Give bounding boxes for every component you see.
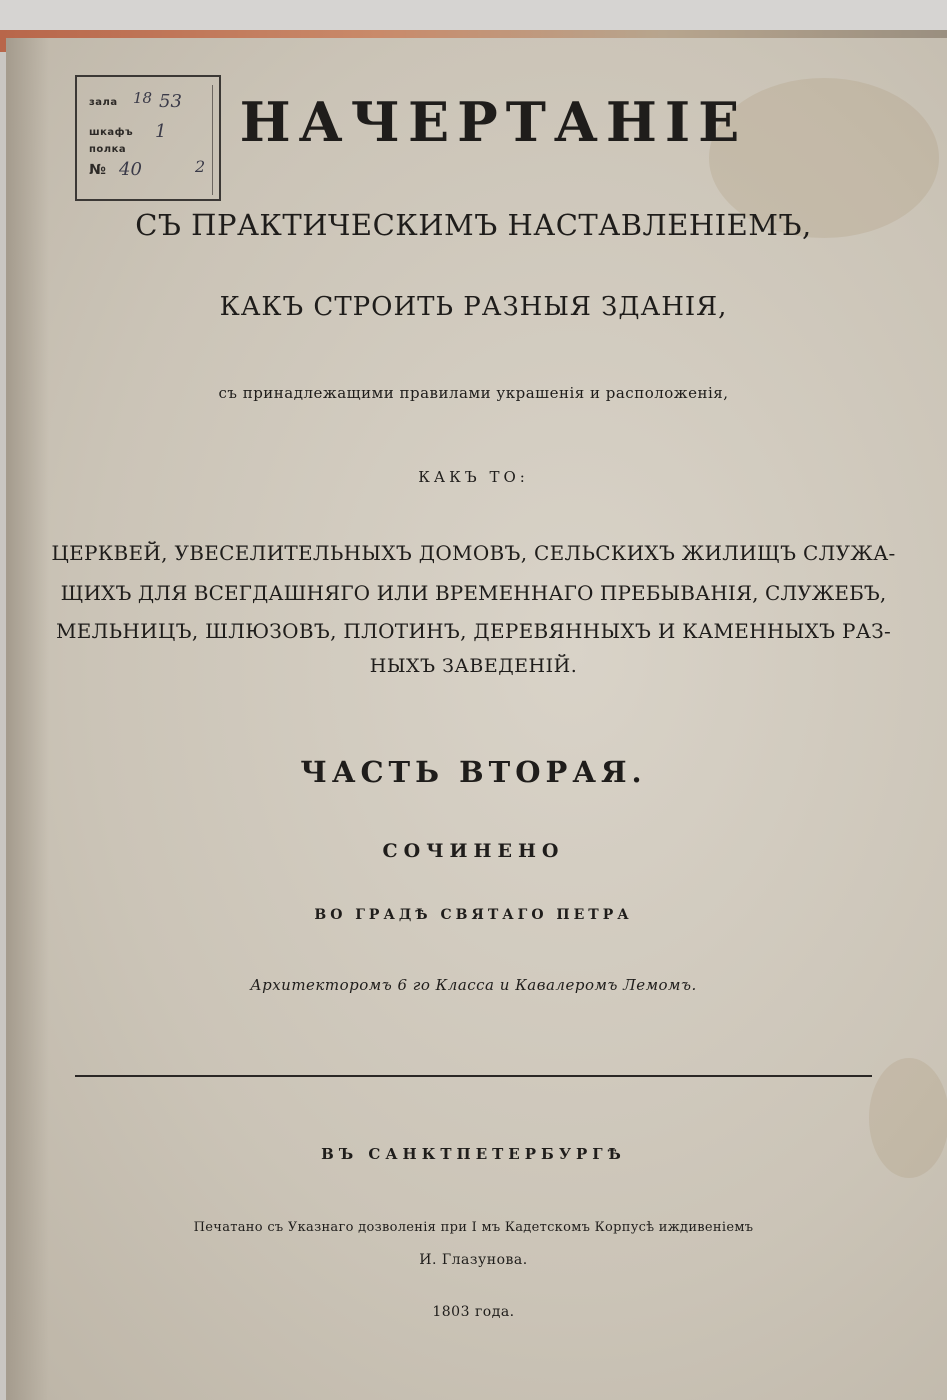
title-line-3: КАКЪ СТРОИТЬ РАЗНЫЯ ЗДАНІЯ, (219, 292, 728, 322)
composed-label: СОЧИНЕНО (382, 840, 565, 862)
stamp-number-label: № (89, 162, 107, 178)
part-heading: ЧАСТЬ ВТОРАЯ. (300, 755, 647, 789)
building-list-line-4: НЫХЪ ЗАВЕДЕНІЙ. (369, 655, 578, 677)
title-line-5: КАКЪ ТО: (418, 468, 529, 486)
stamp-hall-value: 18 (133, 89, 153, 107)
page-gutter (9, 38, 49, 1400)
stamp-handwritten-number: 40 (119, 159, 142, 180)
stamp-cabinet-label: шкафъ (89, 127, 134, 138)
building-list-line-2: ЩИХЪ ДЛЯ ВСЕГДАШНЯГО ИЛИ ВРЕМЕННАГО ПРЕБЫВАНІЯ, СЛУЖЕБЪ, (60, 581, 887, 605)
imprint-printed: Печатано съ Указнаго дозволенія при I мъ Кадетскомъ Корпусѣ иждивенiемъ (193, 1220, 754, 1235)
building-list-line-1: ЦЕРКВЕЙ, УВЕСЕЛИТЕЛЬНЫХЪ ДОМОВЪ, СЕЛЬСКИХЪ ЖИЛИЩЪ СЛУЖА- (51, 541, 896, 565)
imprint-place: ВЪ САНКТПЕТЕРБУРГѢ (321, 1145, 626, 1163)
author-line: Архитекторомъ 6 го Класса и Кавалеромъ Лемомъ. (250, 976, 697, 994)
top-bar (0, 0, 947, 30)
imprint-year: 1803 года. (432, 1304, 515, 1320)
stamp-shelf-label: полка (89, 144, 127, 155)
stamp-handwritten-cabinet: 1 (155, 121, 167, 142)
title-line-2: СЪ ПРАКТИЧЕСКИМЪ НАСТАВЛЕНІЕМЪ, (135, 208, 812, 242)
title-page (6, 38, 947, 1400)
stamp-handwritten-hall: 53 (159, 91, 182, 112)
stamp-hall-label: зала (89, 97, 118, 108)
stamp-handwritten-copy: 2 (195, 157, 206, 176)
building-list-line-3: МЕЛЬНИЦЪ, ШЛЮЗОВЪ, ПЛОТИНЪ, ДЕРЕВЯННЫХЪ И КАМЕННЫХЪ РАЗ- (55, 619, 892, 643)
imprint-publisher: И. Глазунова. (419, 1252, 528, 1268)
title-main: НАЧЕРТАНІЕ (239, 90, 748, 154)
composed-city: ВО ГРАДѢ СВЯТАГО ПЕТРА (314, 907, 633, 923)
title-line-4: съ принадлежащими правилами украшенія и расположенія, (218, 384, 729, 402)
horizontal-rule (75, 1075, 872, 1077)
